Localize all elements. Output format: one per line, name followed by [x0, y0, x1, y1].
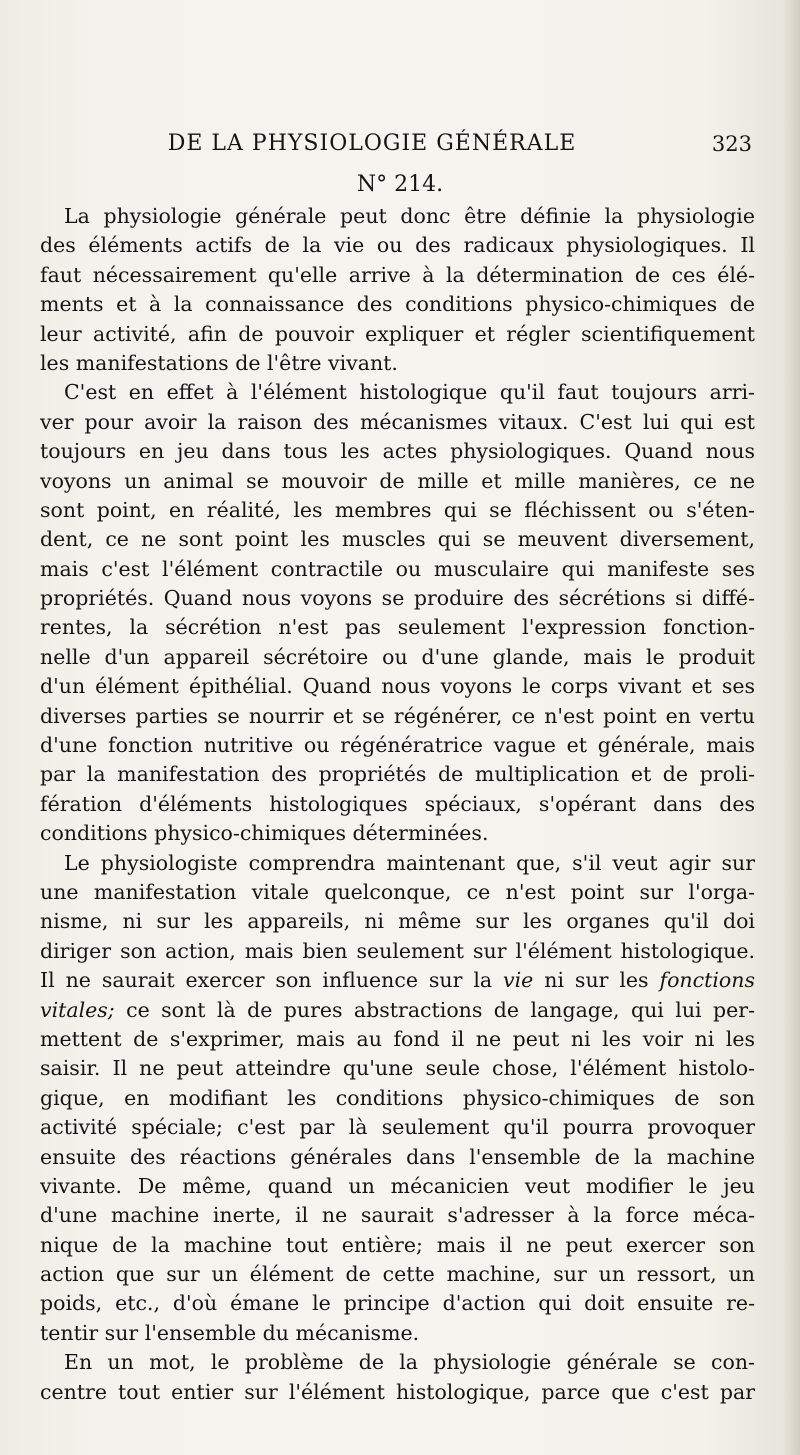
text-line: d'une machine inerte, il ne saurait s'adresser à la force méca-	[40, 1203, 755, 1228]
section-number: N° 214.	[356, 172, 444, 197]
text-line: diriger son action, mais bien seulement sur l'élément histologique.	[40, 938, 755, 963]
paragraph	[40, 378, 755, 848]
text-line: gique, en modifiant les conditions physico-chimiques de son	[40, 1085, 755, 1110]
text-line: ments et à la connaissance des conditions physico-chimiques de	[40, 292, 755, 317]
italic-word-vie: vie	[503, 968, 534, 993]
text-line	[40, 966, 755, 995]
text-line: nisme, ni sur les appareils, ni même sur les organes qu'il doi	[40, 909, 755, 934]
text-line: dent, ce ne sont point les muscles qui se meuvent diversement,	[40, 527, 755, 552]
text-line: propriétés. Quand nous voyons se produire des sécrétions si diffé-	[40, 586, 755, 611]
text-line: nique de la machine tout entière; mais il ne peut exercer son	[40, 1232, 755, 1257]
text-line	[40, 996, 755, 1025]
text-line: conditions physico-chimiques déterminées.	[40, 821, 489, 846]
text-line: leur activité, afin de pouvoir expliquer et régler scientifiquement	[40, 321, 755, 346]
text-line: des éléments actifs de la vie ou des radicaux physiologiques. Il	[40, 233, 755, 258]
text-line: diverses parties se nourrir et se régénérer, ce n'est point en vertu	[40, 703, 755, 728]
text-line: activité spéciale; c'est par là seulement qu'il pourra provoquer	[40, 1115, 755, 1140]
text-line: centre tout entier sur l'élément histologique, parce que c'est par	[40, 1379, 755, 1404]
text-line: En un mot, le problème de la physiologie générale se con-	[64, 1350, 755, 1375]
running-head	[40, 128, 760, 160]
text-line: La physiologie générale peut donc être définie la physiologie	[64, 204, 755, 228]
text-line: sont point, en réalité, les membres qui se fléchissent ou s'éten-	[40, 497, 755, 522]
text-line: mettent de s'exprimer, mais au fond il ne peut ni les voir ni les	[40, 1026, 755, 1051]
text-line: les manifestations de l'être vivant.	[40, 350, 398, 375]
text-line: poids, etc., d'où émane le principe d'action qui doit ensuite re-	[40, 1291, 755, 1316]
text-line: faut nécessairement qu'elle arrive à la détermination de ces élé-	[40, 262, 755, 287]
text-line: ensuite des réactions générales dans l'ensemble de la machine	[40, 1144, 755, 1169]
text-line: une manifestation vitale quelconque, ce n'est point sur l'orga-	[40, 879, 755, 904]
text-line: mais c'est l'élément contractile ou musculaire qui manifeste ses	[40, 556, 755, 581]
text-run: Il ne saurait exercer son influence sur la	[40, 968, 493, 993]
text-line: d'un élément épithélial. Quand nous voyons le corps vivant et ses	[40, 674, 755, 699]
text-line: nelle d'un appareil sécrétoire ou d'une glande, mais le produit	[40, 644, 755, 669]
text-line: C'est en effet à l'élément histologique qu'il faut toujours arri-	[64, 380, 755, 405]
text-line: par la manifestation des propriétés de multiplication et de proli-	[40, 762, 755, 787]
text-line: tentir sur l'ensemble du mécanisme.	[40, 1320, 420, 1345]
text-line: ver pour avoir la raison des mécanismes vitaux. C'est lui qui est	[40, 409, 755, 434]
text-line: Le physiologiste comprendra maintenant que, s'il veut agir sur	[64, 850, 755, 875]
text-line: rentes, la sécrétion n'est pas seulement l'expression fonction-	[40, 615, 755, 640]
text-line: saisir. Il ne peut atteindre qu'une seule chose, l'élément histolo-	[40, 1056, 755, 1081]
text-line: fération d'éléments histologiques spéciaux, s'opérant dans des	[40, 791, 755, 816]
text-line: d'une fonction nutritive ou régénératrice vague et générale, mais	[40, 733, 755, 758]
text-line: toujours en jeu dans tous les actes physiologiques. Quand nous	[40, 439, 755, 464]
text-line: action que sur un élément de cette machine, sur un ressort, un	[40, 1262, 755, 1287]
text-line: vivante. De même, quand un mécanicien veut modifier le jeu	[40, 1173, 755, 1198]
text-run: ce sont là de pures abstractions de langage, qui lui per-	[126, 997, 755, 1022]
page-number: 323	[711, 132, 752, 156]
text-run: ni sur les	[544, 968, 649, 993]
paragraph	[40, 202, 755, 378]
paragraph	[40, 1348, 755, 1407]
italic-word-vitales: vitales;	[40, 997, 115, 1022]
paragraph	[40, 849, 755, 1349]
text-line: voyons un animal se mouvoir de mille et mille manières, ce ne	[40, 468, 755, 493]
italic-word-fonctions: fonctions	[659, 968, 755, 993]
body-text	[40, 202, 755, 1407]
running-title: DE LA PHYSIOLOGIE GÉNÉRALE	[167, 131, 577, 156]
